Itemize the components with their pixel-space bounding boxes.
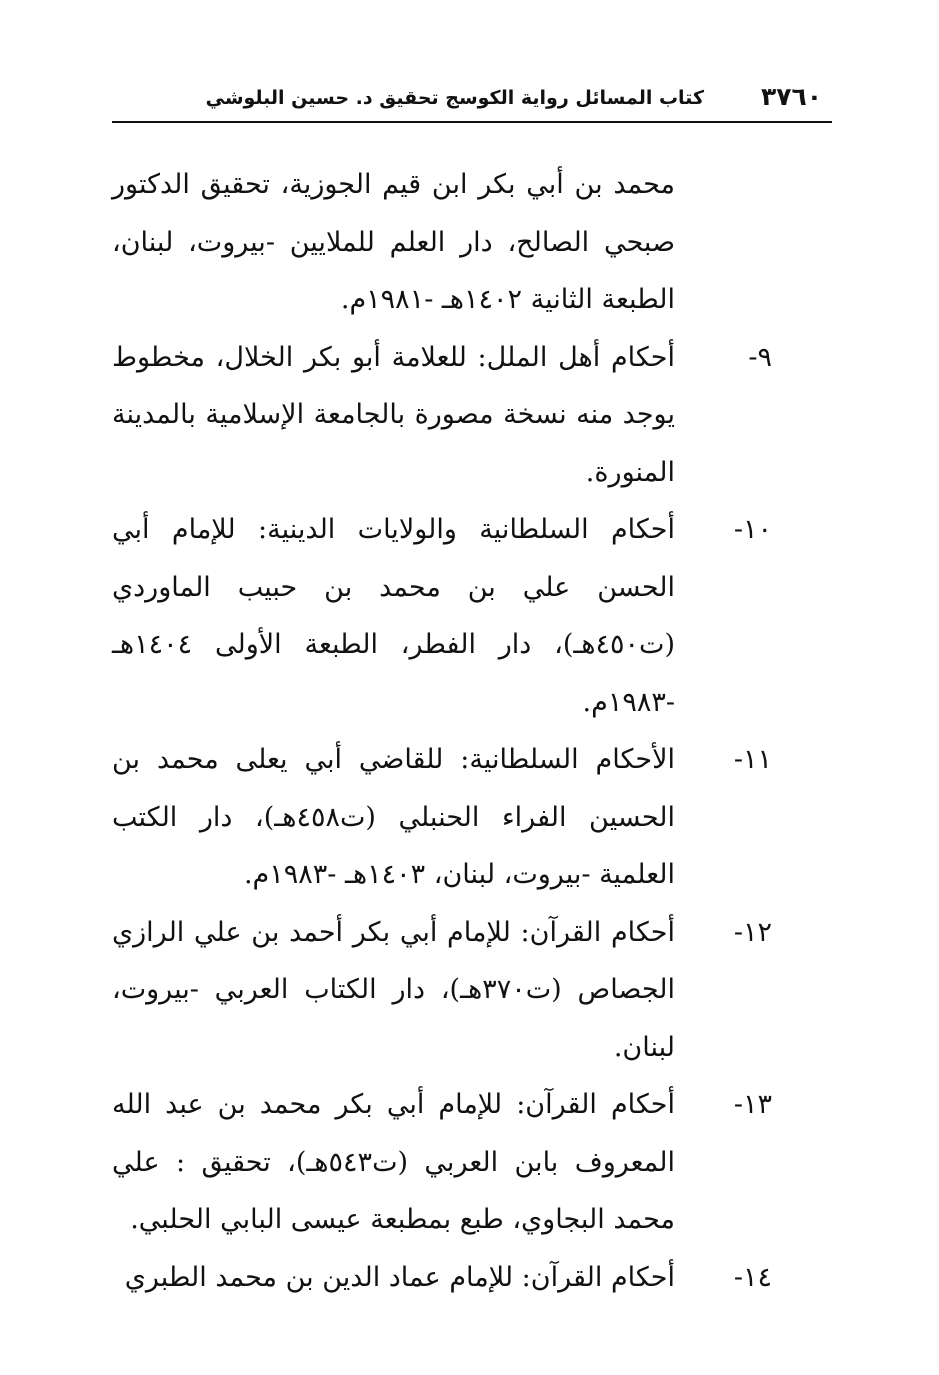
entry-number: ١٢-: [733, 916, 772, 948]
entry-text: محمد بن أبي بكر ابن قيم الجوزية، تحقيق الدكتور صبحي الصالح، دار العلم للملايين -بيروت، لبنان، الطبعة الثانية ١٤٠٢هـ -١٩٨١م.: [112, 169, 675, 315]
entry-number: ٩-: [748, 341, 772, 373]
entry-number: ١٠-: [733, 514, 772, 545]
entry-number: ١١-: [733, 744, 772, 775]
reference-entry-10: [112, 501, 772, 731]
book-title: كتاب المسائل رواية الكوسج تحقيق د. حسين البلوشي: [205, 87, 704, 109]
entry-number: ١٤-: [733, 1261, 772, 1293]
entry-text: الأحكام السلطانية: للقاضي أبي يعلى محمد بن الحسين الفراء الحنبلي (ت٤٥٨هـ)، دار الكتب العلمية -بيروت، لبنان، ١٤٠٣هـ -١٩٨٣م.: [112, 744, 675, 890]
reference-entry-continued: [112, 156, 772, 329]
header-rule: [112, 121, 832, 123]
reference-entry-12: [112, 904, 772, 1077]
entry-text: أحكام السلطانية والولايات الدينية: للإمام أبي الحسن علي بن محمد بن حبيب الماوردي (ت٤٥٠هـ)، دار الفطر، الطبعة الأولى ١٤٠٤هـ -١٩٨٣م.: [112, 514, 675, 718]
page-number: ٣٧٦٠: [760, 82, 822, 111]
reference-entry-9: [112, 329, 772, 502]
reference-entry-11: [112, 731, 772, 904]
reference-entry-14: [112, 1249, 772, 1307]
entry-text: أحكام القرآن: للإمام عماد الدين بن محمد الطبري: [124, 1261, 675, 1293]
entry-number: ١٣-: [733, 1089, 772, 1120]
entry-number: [675, 156, 772, 329]
running-head: [112, 80, 832, 120]
entry-text: أحكام أهل الملل: للعلامة أبو بكر الخلال، مخطوط يوجد منه نسخة مصورة بالجامعة الإسلامية بالمدينة المنورة.: [112, 341, 675, 488]
entry-text: أحكام القرآن: للإمام أبي بكر محمد بن عبد الله المعروف بابن العربي (ت٥٤٣هـ)، تحقيق : علي محمد البجاوي، طبع بمطبعة عيسى البابي الحلبي.: [112, 1089, 676, 1235]
entry-text: أحكام القرآن: للإمام أبي بكر أحمد بن علي الرازي الجصاص (ت٣٧٠هـ)، دار الكتاب العربي -بيروت، لبنان.: [112, 916, 675, 1063]
references-list: [112, 156, 772, 1306]
reference-entry-13: [112, 1076, 772, 1249]
